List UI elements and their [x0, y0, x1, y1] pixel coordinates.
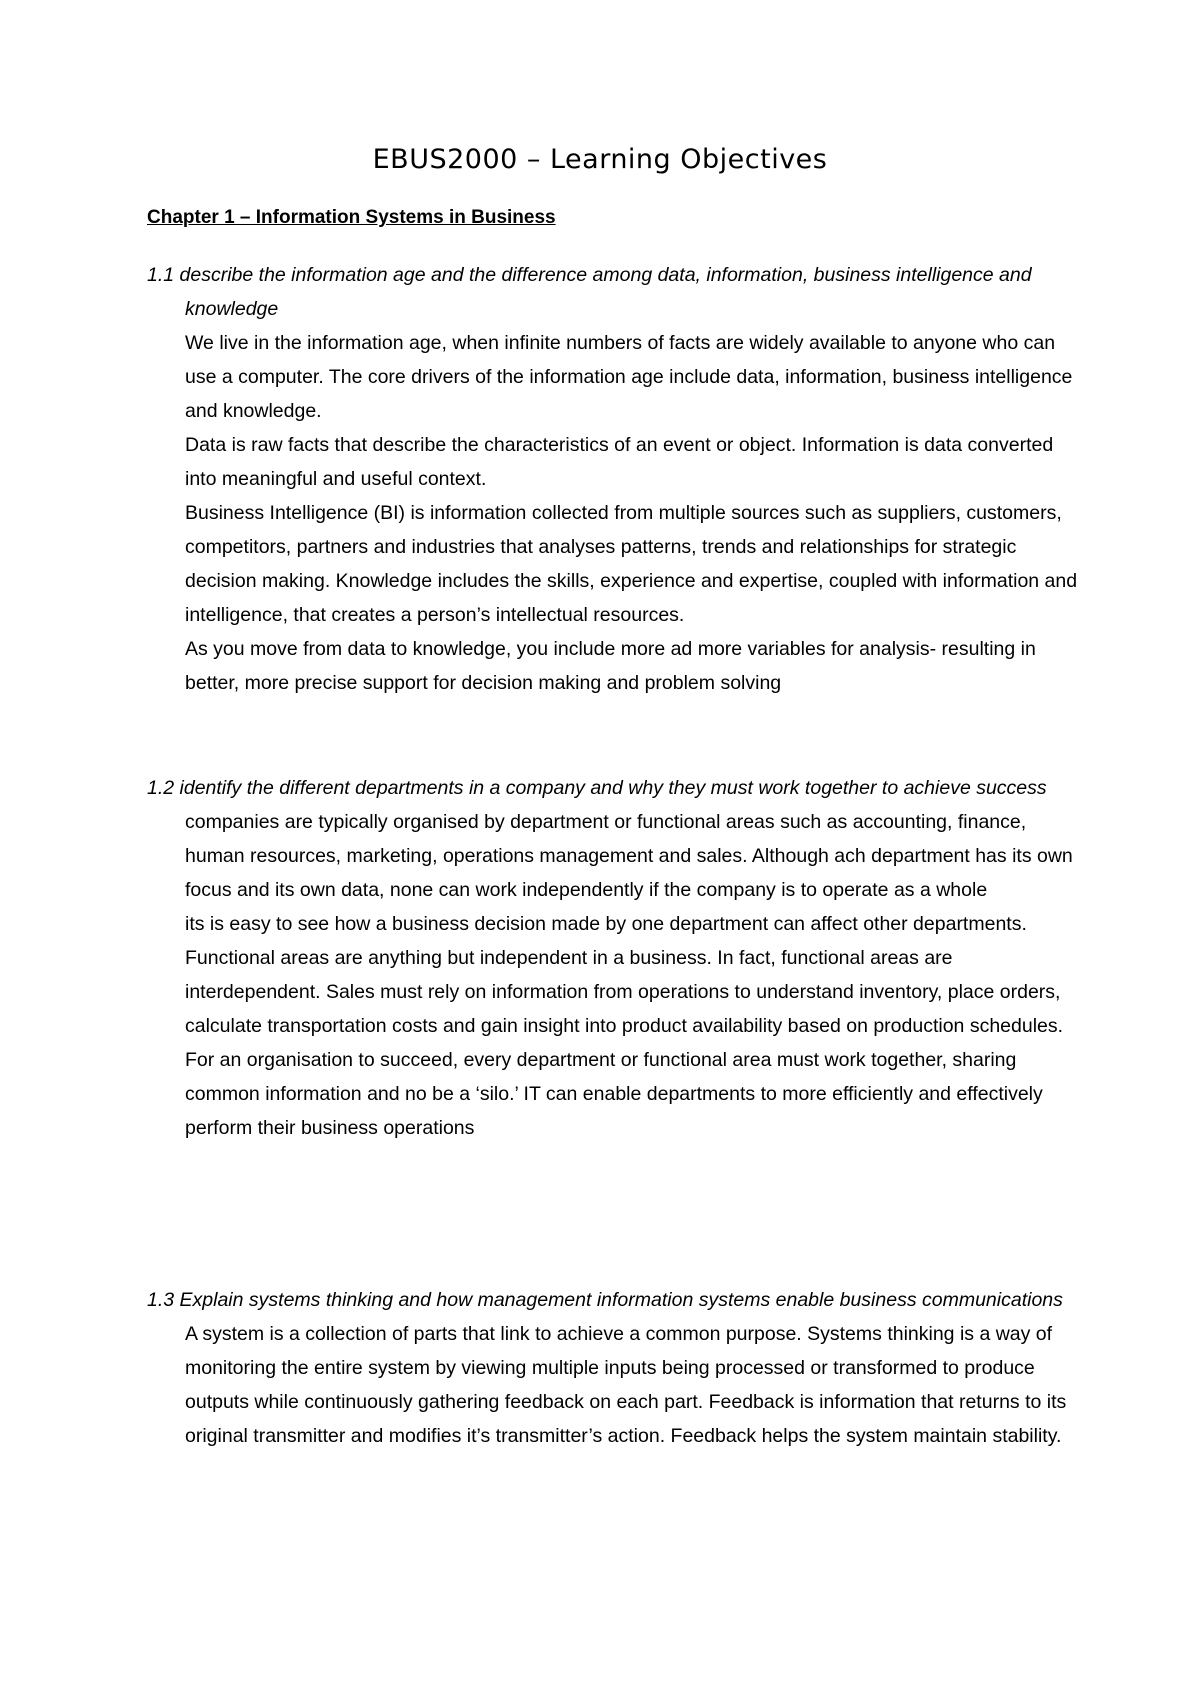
objective-heading: 1.2 identify the different departments in a company and why they must work together to achieve success — [147, 777, 1047, 799]
objective-heading: 1.1 describe the information age and the difference among data, information, business intelligence and knowledge — [147, 264, 1032, 320]
objective-heading: 1.3 Explain systems thinking and how management information systems enable business communications — [147, 1289, 1063, 1311]
objective-section-1-2 — [147, 771, 1082, 1145]
body-paragraph: We live in the information age, when infinite numbers of facts are widely available to anyone who can use a computer. The core drivers of the information age include data, information, business intelligence and knowledge. — [185, 332, 1073, 422]
body-paragraph: For an organisation to succeed, every department or functional area must work together, sharing common information and no be a ‘silo.’ IT can enable departments to more efficiently and effectively perform their business operations — [185, 1049, 1043, 1139]
chapter-heading: Chapter 1 – Information Systems in Business — [147, 207, 556, 228]
document-title: EBUS2000 – Learning Objectives — [372, 144, 828, 175]
objective-section-1-3 — [147, 1283, 1082, 1453]
body-paragraph: companies are typically organised by department or functional areas such as accounting, finance, human resources, marketing, operations management and sales. Although ach department has its own focus and its own data, none can work independently if the company is to operate as a whole — [185, 811, 1073, 901]
body-paragraph: its is easy to see how a business decision made by one department can affect other departments. Functional areas are anything but independent in a business. In fact, functional areas are interdependent. Sales must rely on information from operations to understand inventory, place orders, calculate transportation costs and gain insight into product availability based on production schedules. — [185, 913, 1064, 1037]
body-paragraph: A system is a collection of parts that link to achieve a common purpose. Systems thinking is a way of monitoring the entire system by viewing multiple inputs being processed or transformed to produce outputs while continuously gathering feedback on each part. Feedback is information that returns to its original transmitter and modifies it’s transmitter’s action. Feedback helps the system maintain stability. — [185, 1323, 1067, 1447]
body-paragraph: As you move from data to knowledge, you include more ad more variables for analysis- resulting in better, more precise support for decision making and problem solving — [185, 638, 1036, 694]
body-paragraph: Data is raw facts that describe the characteristics of an event or object. Information is data converted into meaningful and useful context. — [185, 434, 1054, 490]
objective-section-1-1 — [147, 258, 1082, 700]
body-paragraph: Business Intelligence (BI) is information collected from multiple sources such as suppliers, customers, competitors, partners and industries that analyses patterns, trends and relationships for strategic decision making. Knowledge includes the skills, experience and expertise, coupled with information and intelligence, that creates a person’s intellectual resources. — [185, 502, 1078, 626]
